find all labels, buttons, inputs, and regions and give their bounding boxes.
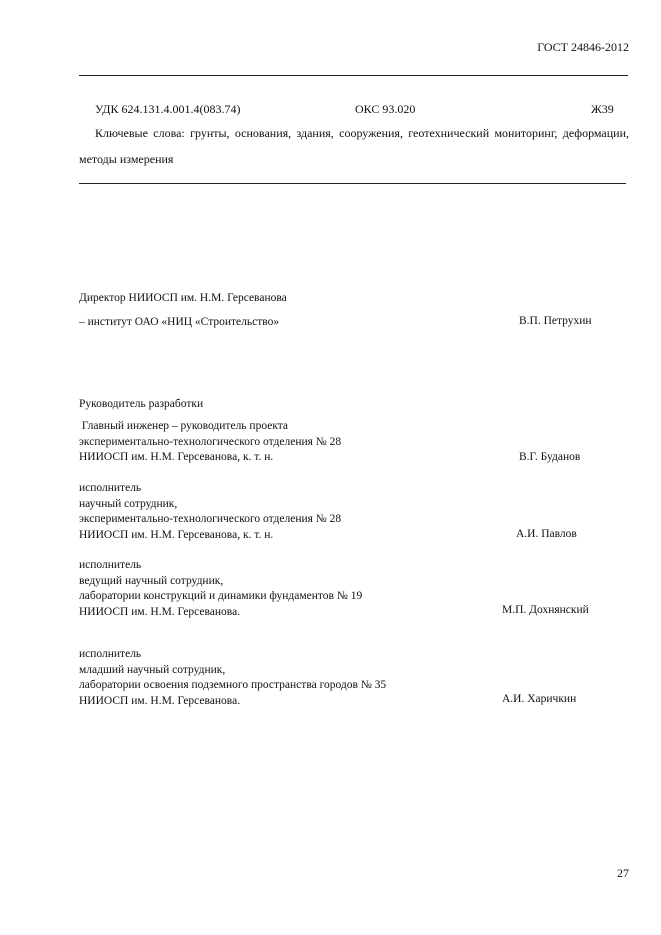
person-name: В.Г. Буданов — [519, 451, 581, 463]
udk-code: УДК 624.131.4.001.4(083.74) — [95, 102, 241, 116]
person-position-line: лаборатории освоения подземного пространства городов № 35 — [79, 679, 387, 691]
header-rule — [79, 75, 628, 76]
classifier-code: Ж39 — [591, 102, 614, 116]
person-block — [79, 419, 341, 466]
person-role-line: исполнитель — [79, 559, 142, 571]
person-position-line: лаборатории конструкций и динамики фундаментов № 19 — [79, 590, 363, 602]
person-block — [79, 481, 341, 543]
person-block — [79, 558, 362, 620]
person-name: А.И. Харичкин — [502, 693, 577, 705]
director-organization: – институт ОАО «НИЦ «Строительство» — [79, 316, 280, 328]
page-number: 27 — [617, 866, 629, 880]
director-name: В.П. Петрухин — [519, 315, 592, 327]
person-role-line: исполнитель — [79, 482, 142, 494]
keywords-rule — [79, 183, 626, 184]
person-position-line: экспериментально-технологического отделения № 28 — [79, 513, 342, 525]
person-name: А.И. Павлов — [516, 528, 577, 540]
document-standard-number: ГОСТ 24846-2012 — [537, 40, 629, 54]
person-name: М.П. Дохнянский — [502, 604, 589, 616]
person-position-line: НИИОСП им. Н.М. Герсеванова, к. т. н. — [79, 451, 274, 463]
person-role-line: исполнитель — [79, 648, 142, 660]
development-heading: Руководитель разработки — [79, 398, 204, 410]
person-position-line: младший научный сотрудник, — [79, 663, 226, 676]
person-block — [79, 647, 386, 709]
keywords-paragraph: Ключевые слова: грунты, основания, здания, сооружения, геотехнический мониторинг, деформации, методы измерения — [79, 126, 629, 166]
person-position-line: НИИОСП им. Н.М. Герсеванова. — [79, 605, 241, 618]
oks-code: ОКС 93.020 — [355, 102, 416, 116]
person-position-line: НИИОСП им. Н.М. Герсеванова, к. т. н. — [79, 528, 274, 541]
director-title: Директор НИИОСП им. Н.М. Герсеванова — [79, 292, 287, 304]
person-position-line: НИИОСП им. Н.М. Герсеванова. — [79, 694, 241, 707]
person-position-line: экспериментально-технологического отделения № 28 — [79, 435, 342, 448]
person-position-line: научный сотрудник, — [79, 497, 178, 510]
person-position-line: ведущий научный сотрудник, — [79, 574, 224, 587]
person-position-line: Главный инженер – руководитель проекта — [79, 420, 289, 432]
